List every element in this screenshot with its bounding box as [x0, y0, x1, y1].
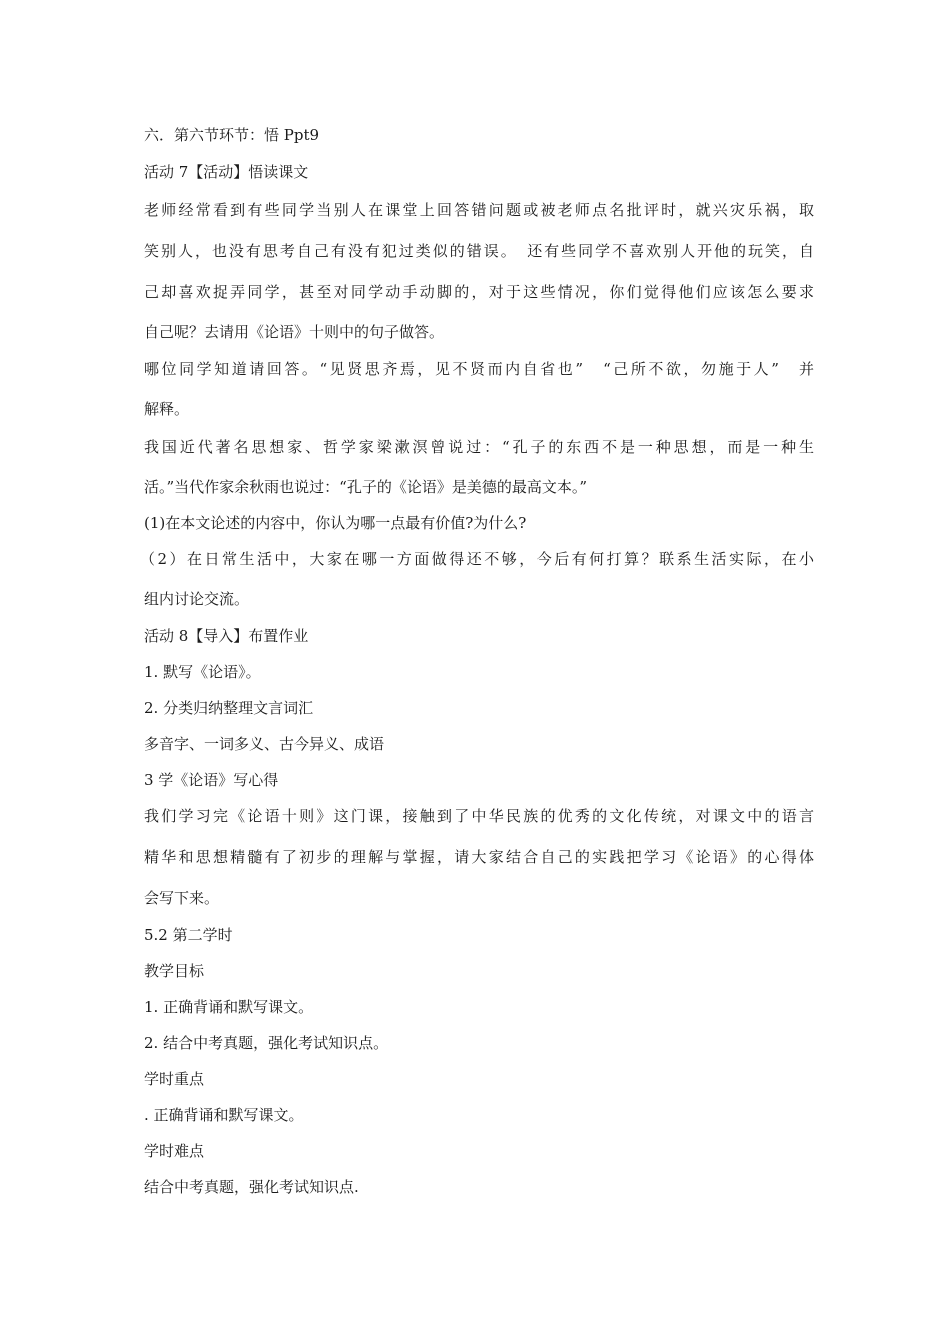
paragraph-line: 会写下来。: [144, 889, 220, 907]
paragraph-line: 精华和思想精髓有了初步的理解与掌握，请大家结合自己的实践把学习《论语》的心得体: [144, 848, 814, 866]
activity-heading: 活动 7【活动】悟读课文: [144, 163, 309, 181]
subheading: 教学目标: [144, 962, 205, 980]
list-item: 1. 正确背诵和默写课文。: [144, 998, 314, 1016]
list-item: 2. 结合中考真题，强化考试知识点。: [144, 1034, 389, 1052]
list-item: 1. 默写《论语》。: [144, 663, 261, 681]
list-item: 2. 分类归纳整理文言词汇: [144, 699, 314, 717]
paragraph-line: 组内讨论交流。: [144, 590, 250, 608]
paragraph-line: 哪位同学知道请回答。“见贤思齐焉，见不贤而内自省也” “己所不欲，勿施于人” 并: [144, 360, 814, 378]
paragraph-line: 活。”当代作家余秋雨也说过：“孔子的《论语》是美德的最高文本。”: [144, 478, 588, 496]
paragraph-line: 笑别人，也没有思考自己有没有犯过类似的错误。 还有些同学不喜欢别人开他的玩笑，自: [144, 242, 814, 260]
subheading: 学时难点: [144, 1142, 205, 1160]
question-item: (1)在本文论述的内容中，你认为哪一点最有价值?为什么?: [144, 514, 527, 532]
paragraph-line: 多音字、一词多义、古今异义、成语: [144, 735, 385, 753]
subheading: 学时重点: [144, 1070, 205, 1088]
section-heading: 5.2 第二学时: [144, 926, 233, 944]
activity-heading: 活动 8【导入】布置作业: [144, 627, 309, 645]
paragraph-line: 结合中考真题，强化考试知识点.: [144, 1178, 359, 1196]
section-heading: 六．第六节环节：悟 Ppt9: [144, 126, 320, 144]
paragraph-line: 我们学习完《论语十则》这门课，接触到了中华民族的优秀的文化传统，对课文中的语言: [144, 807, 814, 825]
list-item: 3 学《论语》写心得: [144, 771, 279, 789]
paragraph-line: 老师经常看到有些同学当别人在课堂上回答错问题或被老师点名批评时，就兴灾乐祸，取: [144, 201, 814, 219]
paragraph-line: 自己呢？去请用《论语》十则中的句子做答。: [144, 323, 445, 341]
paragraph-line: 我国近代著名思想家、哲学家梁漱溟曾说过：“孔子的东西不是一种思想，而是一种生: [144, 438, 814, 456]
paragraph-line: 解释。: [144, 400, 190, 418]
list-item: . 正确背诵和默写课文。: [144, 1106, 304, 1124]
question-item: （2）在日常生活中，大家在哪一方面做得还不够，今后有何打算？联系生活实际，在小: [140, 550, 814, 568]
paragraph-line: 己却喜欢捉弄同学，甚至对同学动手动脚的，对于这些情况，你们觉得他们应该怎么要求: [144, 283, 814, 301]
